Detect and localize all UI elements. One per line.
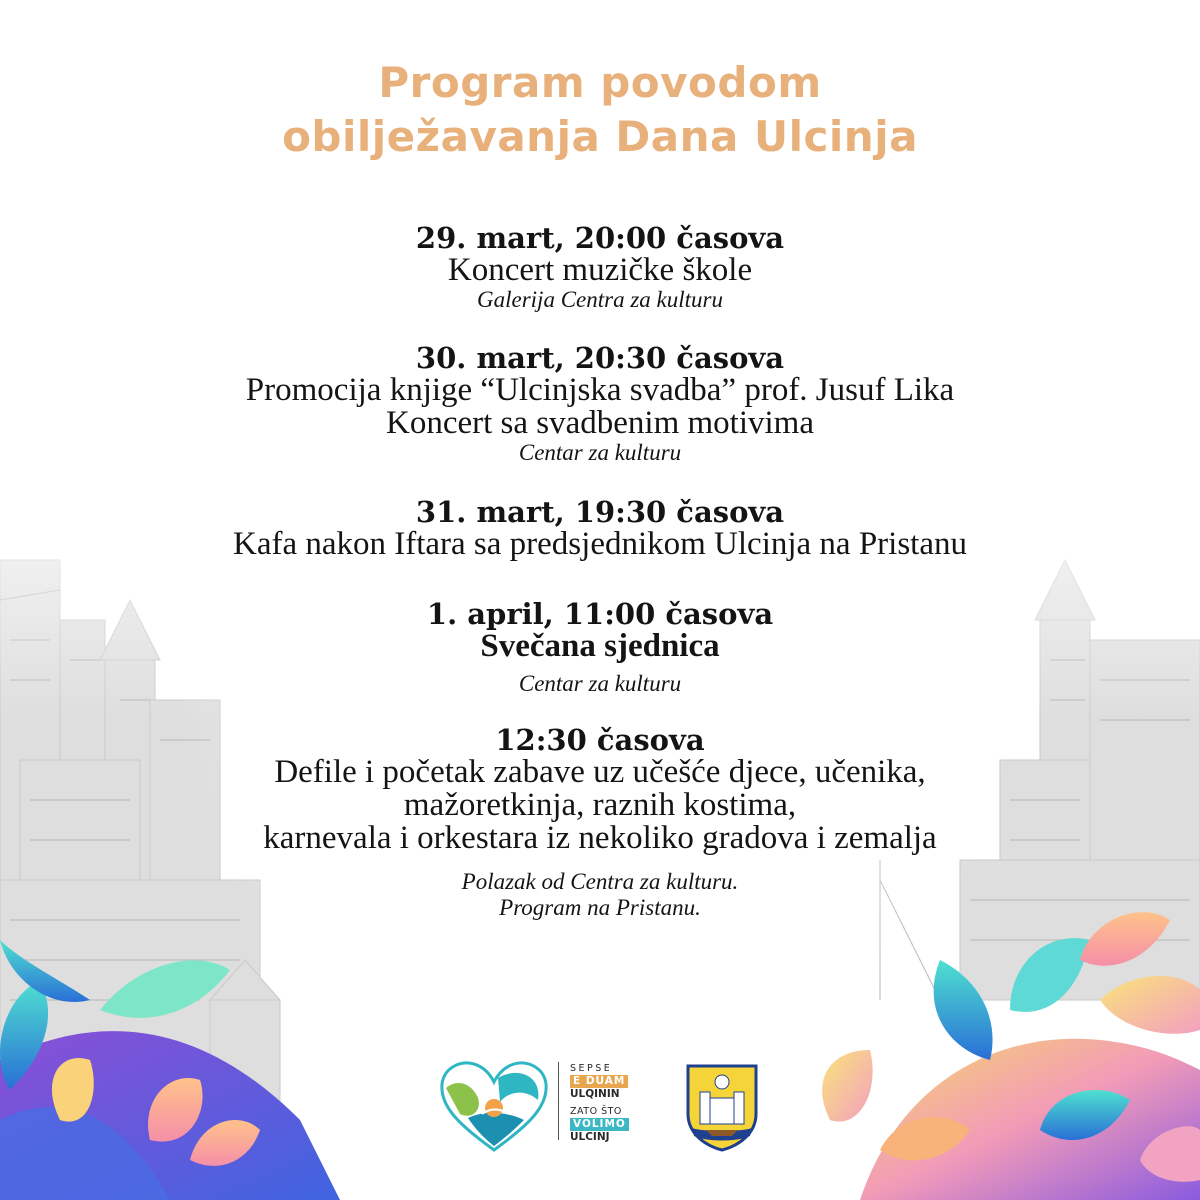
event-location: Polazak od Centra za kulturu. bbox=[461, 869, 739, 894]
event-location: Program na Pristanu. bbox=[499, 895, 701, 920]
event-5 bbox=[0, 724, 1200, 921]
event-description: Koncert muzičke škole bbox=[447, 252, 753, 288]
event-description: Kafa nakon Iftara sa predsjednikom Ulcinja na Pristanu bbox=[232, 526, 967, 562]
logo-line: ULQININ bbox=[570, 1088, 620, 1100]
event-location: Centar za kulturu bbox=[518, 440, 682, 465]
event-location: Centar za kulturu bbox=[518, 671, 682, 696]
event-1 bbox=[0, 222, 1200, 313]
title-line-2: obilježavanja Dana Ulcinja bbox=[282, 112, 918, 161]
event-description: mažoretkinja, raznih kostima, bbox=[403, 787, 797, 823]
event-date: 30. mart, 20:30 časova bbox=[415, 341, 785, 375]
event-date: 12:30 časova bbox=[495, 723, 705, 757]
logo-line: ULCINJ bbox=[570, 1131, 610, 1143]
event-location: Galerija Centra za kulturu bbox=[477, 287, 723, 312]
event-description: Koncert sa svadbenim motivima bbox=[386, 405, 814, 441]
event-description: Promocija knjige “Ulcinjska svadba” prof. Jusuf Lika bbox=[245, 372, 955, 408]
logo-line: ZATO ŠTO bbox=[570, 1106, 622, 1117]
page-title bbox=[0, 56, 1200, 164]
logo-line: VOLIMO bbox=[570, 1118, 629, 1131]
title-line-1: Program povodom bbox=[378, 58, 822, 107]
event-description: Svečana sjednica bbox=[480, 628, 720, 664]
event-2 bbox=[0, 342, 1200, 466]
event-date: 31. mart, 19:30 časova bbox=[415, 495, 785, 529]
event-4 bbox=[0, 598, 1200, 697]
logo-line: E DUAM bbox=[570, 1075, 628, 1088]
event-3 bbox=[0, 496, 1200, 561]
event-description: Defile i početak zabave uz učešće djece, učenika, bbox=[274, 754, 926, 790]
logo-line: SEPSE bbox=[570, 1063, 613, 1074]
event-date: 1. april, 11:00 časova bbox=[426, 597, 774, 631]
event-date: 29. mart, 20:00 časova bbox=[415, 221, 785, 255]
event-description: karnevala i orkestara iz nekoliko gradova i zemalja bbox=[263, 820, 937, 856]
